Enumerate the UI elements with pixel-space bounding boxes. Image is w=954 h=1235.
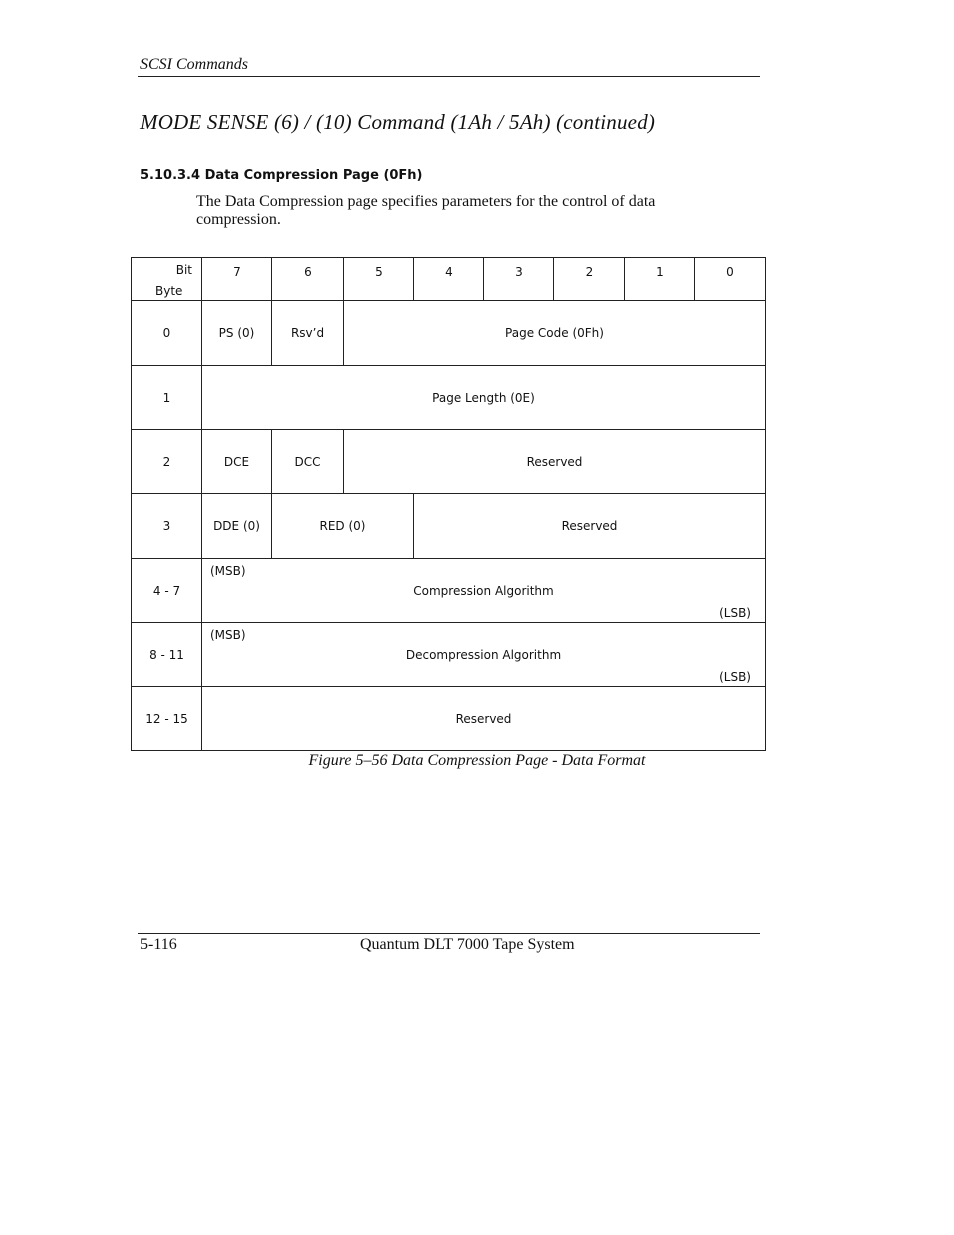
byte-number: 4 - 7 — [152, 583, 181, 598]
reserved-field: Reserved — [561, 519, 618, 533]
compression-algorithm-field — [202, 559, 765, 622]
lsb-label: (LSB) — [719, 606, 751, 620]
bit-header: 1 — [656, 264, 664, 279]
byte-number: 2 — [162, 454, 171, 469]
field-label: Compression Algorithm — [413, 583, 554, 598]
byte-number: 8 - 11 — [149, 647, 184, 662]
byte-label: Byte — [155, 284, 183, 298]
bit-header: 0 — [726, 264, 734, 279]
dcc-field: DCC — [294, 454, 321, 469]
footer-rule — [138, 933, 760, 934]
field-label: Decompression Algorithm — [405, 647, 562, 662]
header-rule — [138, 76, 760, 77]
reserved-field: Reserved — [455, 711, 512, 726]
data-compression-table — [131, 257, 766, 751]
lsb-label: (LSB) — [719, 670, 751, 684]
byte-number: 1 — [162, 390, 171, 405]
bit-header: 4 — [445, 264, 453, 279]
footer-product-name: Quantum DLT 7000 Tape System — [360, 936, 575, 953]
bit-header: 3 — [515, 264, 523, 279]
msb-label: (MSB) — [210, 564, 246, 578]
figure-caption: Figure 5–56 Data Compression Page - Data Format — [308, 752, 646, 769]
decompression-algorithm-field — [202, 623, 765, 686]
reserved-bit-field: Rsv’d — [290, 326, 325, 340]
byte-number: 12 - 15 — [145, 711, 188, 726]
corner-cell — [132, 258, 201, 300]
dce-field: DCE — [223, 454, 250, 469]
page-length-field: Page Length (0E) — [432, 390, 535, 405]
bit-header: 2 — [585, 264, 594, 279]
byte-number: 0 — [162, 326, 171, 340]
page-code-field: Page Code (0Fh) — [505, 326, 604, 340]
bit-label: Bit — [175, 263, 192, 277]
bit-header: 5 — [375, 264, 383, 279]
bit-header: 6 — [304, 264, 312, 279]
intro-paragraph: The Data Compression page specifies parameters for the control of data compression. — [196, 193, 656, 228]
bit-header: 7 — [233, 264, 241, 279]
section-heading: 5.10.3.4 Data Compression Page (0Fh) — [140, 168, 423, 183]
ps-field: PS (0) — [218, 326, 255, 340]
byte-number: 3 — [162, 519, 171, 533]
msb-label: (MSB) — [210, 628, 246, 642]
running-header: SCSI Commands — [140, 56, 249, 73]
footer-page-number: 5-116 — [140, 936, 177, 953]
dde-field: DDE (0) — [213, 519, 260, 533]
page-title: MODE SENSE (6) / (10) Command (1Ah / 5Ah) (continued) — [140, 110, 656, 134]
reserved-field: Reserved — [526, 454, 583, 469]
red-field: RED (0) — [319, 519, 366, 533]
